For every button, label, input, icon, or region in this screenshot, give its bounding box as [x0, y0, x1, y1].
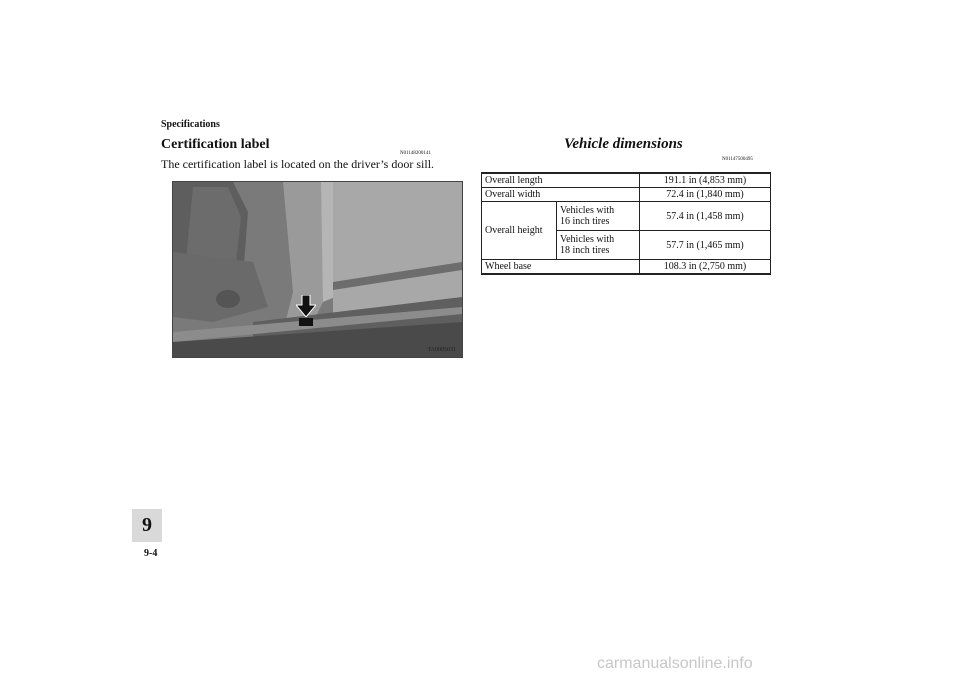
table-row [482, 202, 771, 231]
table-row [482, 260, 771, 275]
dimensions-table [481, 172, 771, 275]
table-row [482, 188, 771, 202]
row-label: Overall length [482, 173, 640, 188]
dimensions-title: Vehicle dimensions [564, 136, 683, 152]
section-header: Specifications [161, 119, 220, 130]
row-value: 191.1 in (4,853 mm) [640, 173, 771, 188]
row-label: Overall height [482, 202, 557, 260]
dimensions-code: N01147500495 [722, 157, 753, 162]
certification-code: N01148200141 [400, 151, 431, 156]
watermark: carmanualsonline.info [597, 655, 753, 672]
table-row [482, 173, 771, 188]
row-label: Overall width [482, 188, 640, 202]
page-number: 9-4 [144, 548, 158, 559]
chapter-tab: 9 [132, 509, 162, 542]
sub-row-label: Vehicles with 16 inch tires [557, 202, 640, 231]
row-value: 108.3 in (2,750 mm) [640, 260, 771, 275]
certification-title: Certification label [161, 137, 270, 152]
down-arrow-icon [296, 295, 316, 317]
row-label: Wheel base [482, 260, 640, 275]
figure-id: TA0005031 [427, 347, 456, 353]
sub-row-label: Vehicles with 18 inch tires [557, 231, 640, 260]
row-value: 57.7 in (1,465 mm) [640, 231, 771, 260]
row-value: 72.4 in (1,840 mm) [640, 188, 771, 202]
door-sill-photo [172, 181, 463, 358]
row-value: 57.4 in (1,458 mm) [640, 202, 771, 231]
certification-text: The certification label is located on the driver’s door sill. [161, 157, 435, 171]
